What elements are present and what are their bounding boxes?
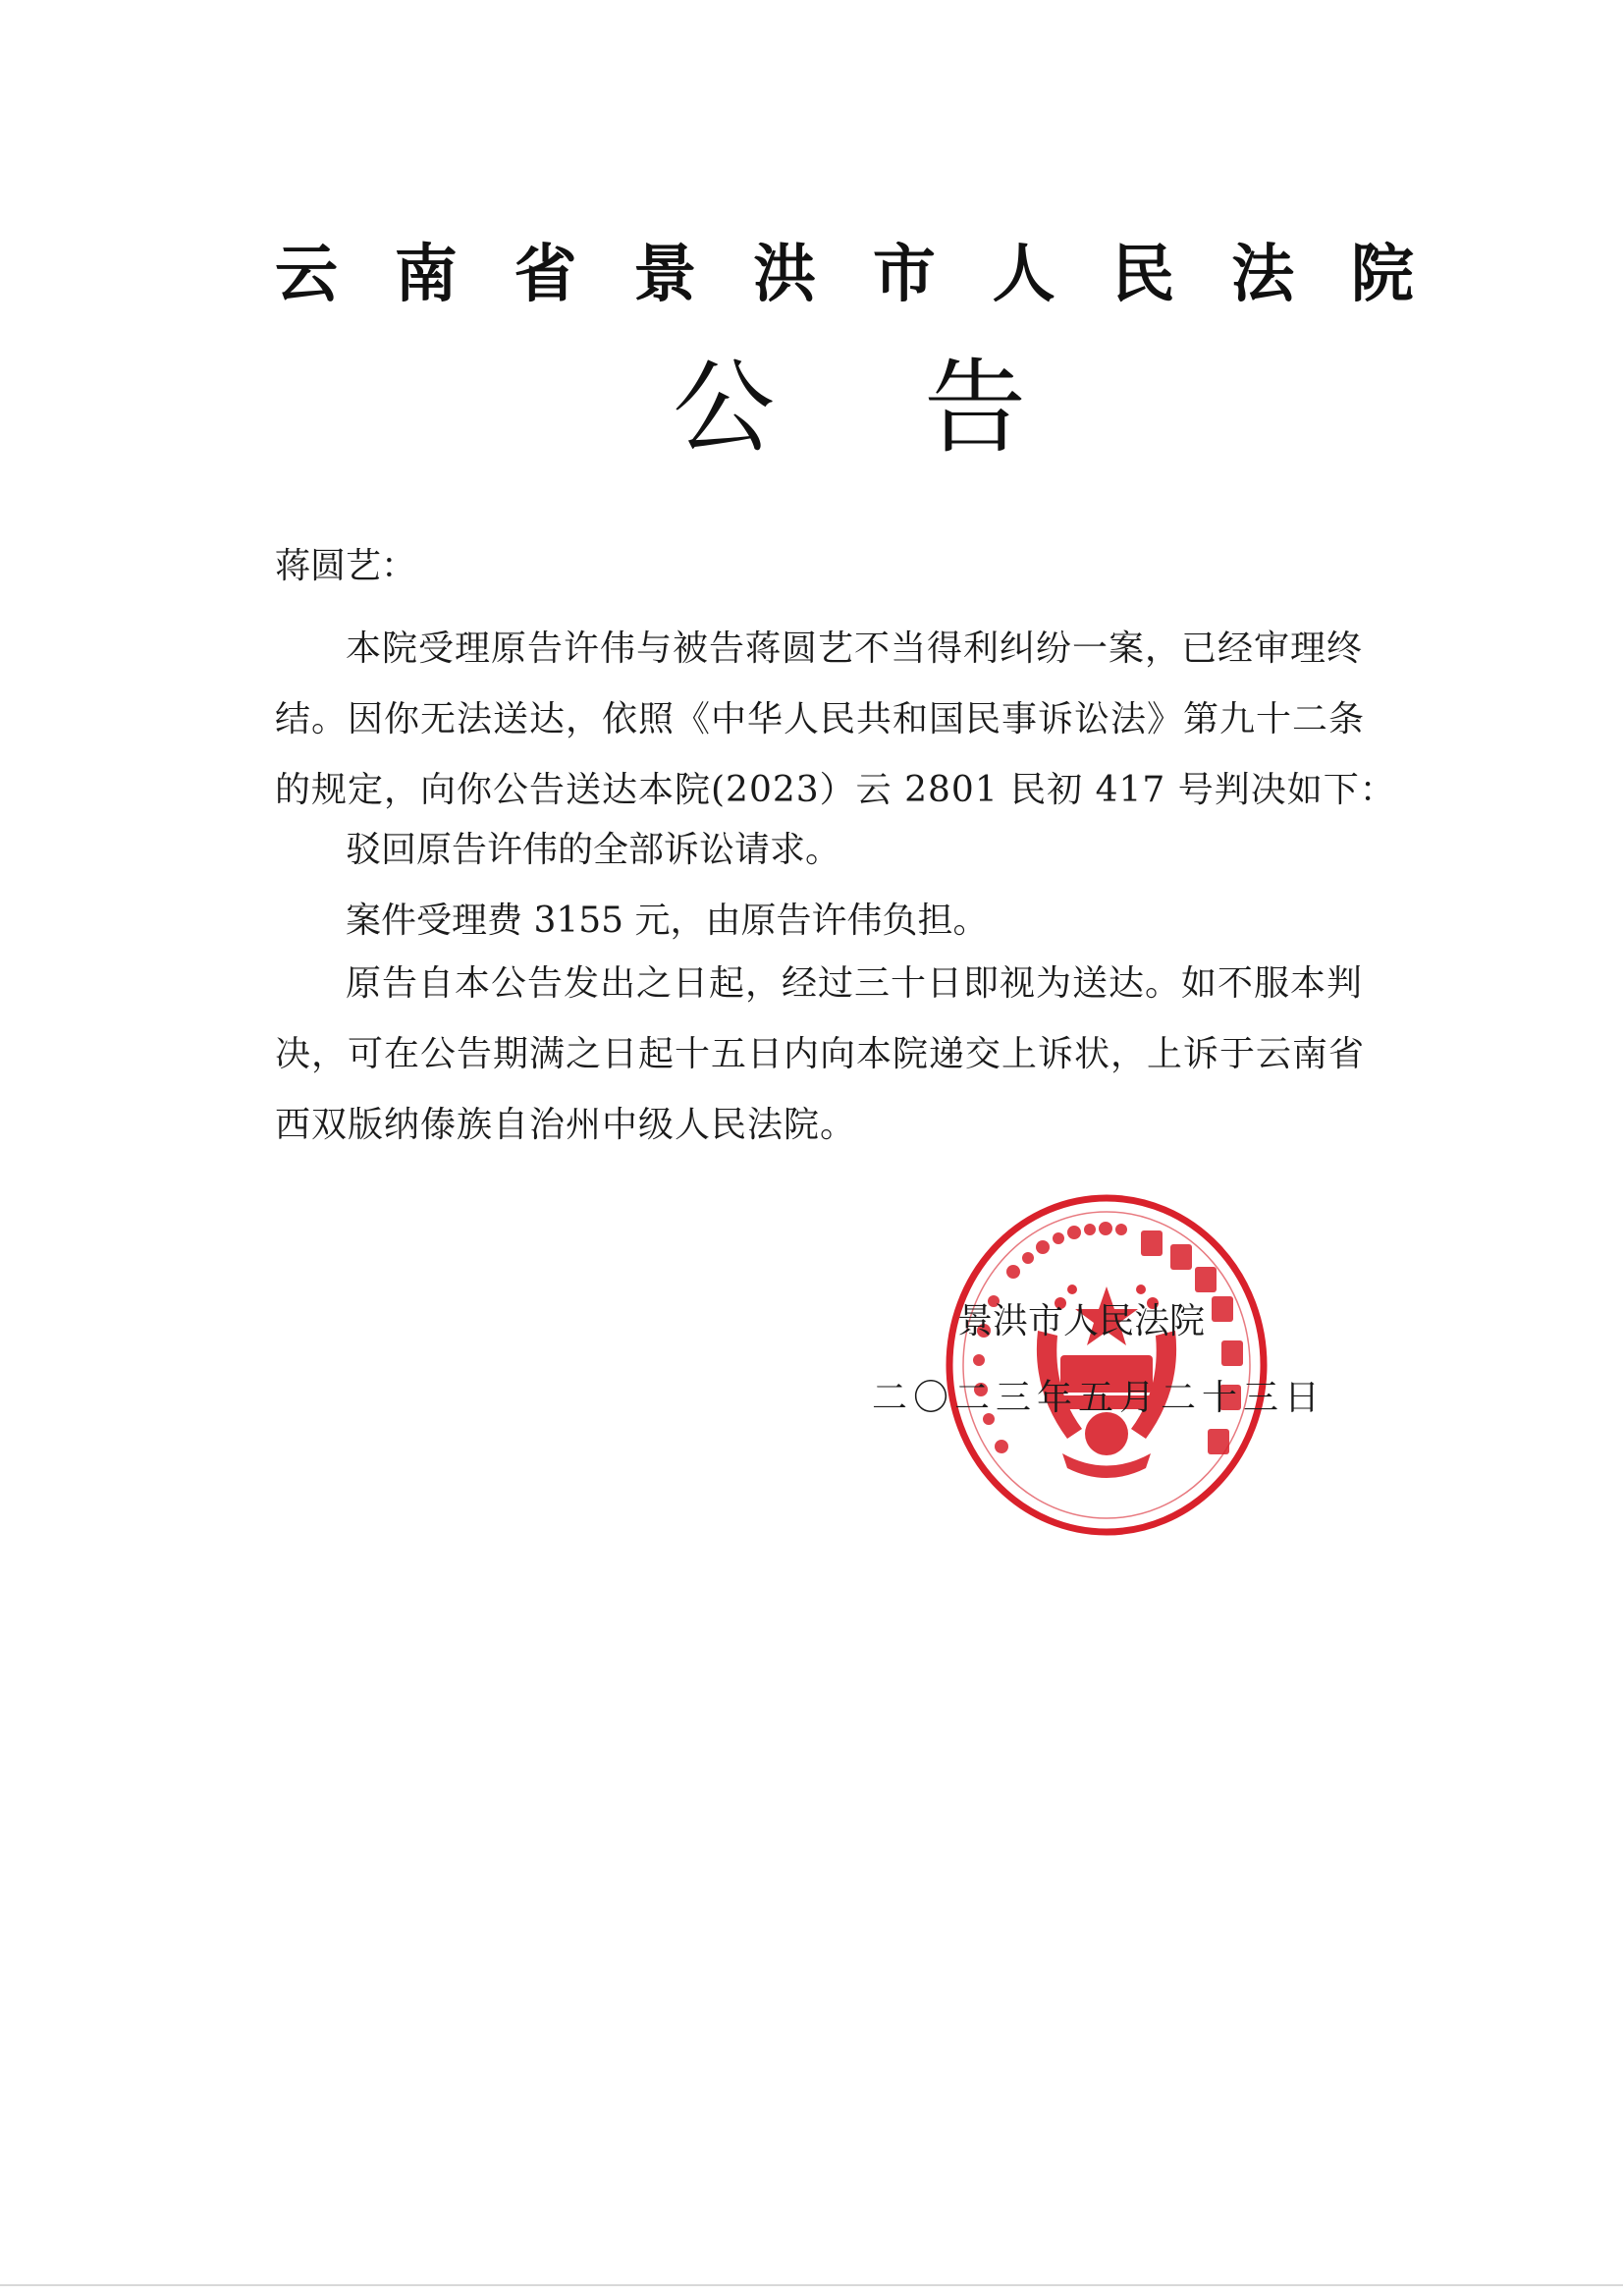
paragraph-line: 决，可在公告期满之日起十五日内向本院递交上诉状，上诉于云南省 — [275, 1034, 1366, 1074]
court-name-char: 南 — [394, 239, 458, 311]
court-name-char: 洪 — [753, 239, 817, 311]
court-name-char: 云 — [275, 239, 338, 311]
court-name-char: 院 — [1350, 239, 1414, 311]
court-name-char: 景 — [633, 239, 697, 311]
paragraph-line: 西双版纳傣族自治州中级人民法院。 — [275, 1105, 857, 1145]
paragraph-fee: 案件受理费 3155 元，由原告许伟负担。 — [346, 901, 989, 941]
scan-edge-divider — [0, 2284, 1623, 2286]
paragraph-line: 本院受理原告许伟与被告蒋圆艺不当得利纠纷一案，已经审理终 — [346, 629, 1364, 669]
signature-court-name: 景洪市人民法院 — [957, 1301, 1206, 1341]
court-name-char: 法 — [1231, 239, 1295, 311]
court-name-char: 民 — [1111, 239, 1175, 311]
court-name-char: 人 — [992, 239, 1055, 311]
court-name-char: 市 — [872, 239, 936, 311]
notice-title-char: 告 — [923, 348, 1026, 467]
court-name-char: 省 — [514, 239, 577, 311]
paragraph-line: 结。因你无法送达，依照《中华人民共和国民事诉讼法》第九十二条 — [275, 699, 1366, 739]
notice-title-char: 公 — [673, 348, 776, 467]
national-emblem-seal-icon — [945, 1193, 1269, 1537]
paragraph-line: 的规定，向你公告送达本院(2023）云 2801 民初 417 号判决如下： — [275, 770, 1396, 810]
court-name-heading — [275, 236, 1414, 314]
paragraph-appeal — [275, 949, 1404, 1161]
paragraph-line: 原告自本公告发出之日起，经过三十日即视为送达。如不服本判 — [346, 963, 1364, 1004]
paragraph-judgment: 驳回原告许伟的全部诉讼请求。 — [346, 830, 841, 870]
notice-title — [673, 349, 1026, 466]
addressee: 蒋圆艺： — [275, 546, 417, 586]
signature-date: 二〇二三年五月二十三日 — [872, 1378, 1326, 1418]
paragraph-case-info — [275, 614, 1404, 826]
